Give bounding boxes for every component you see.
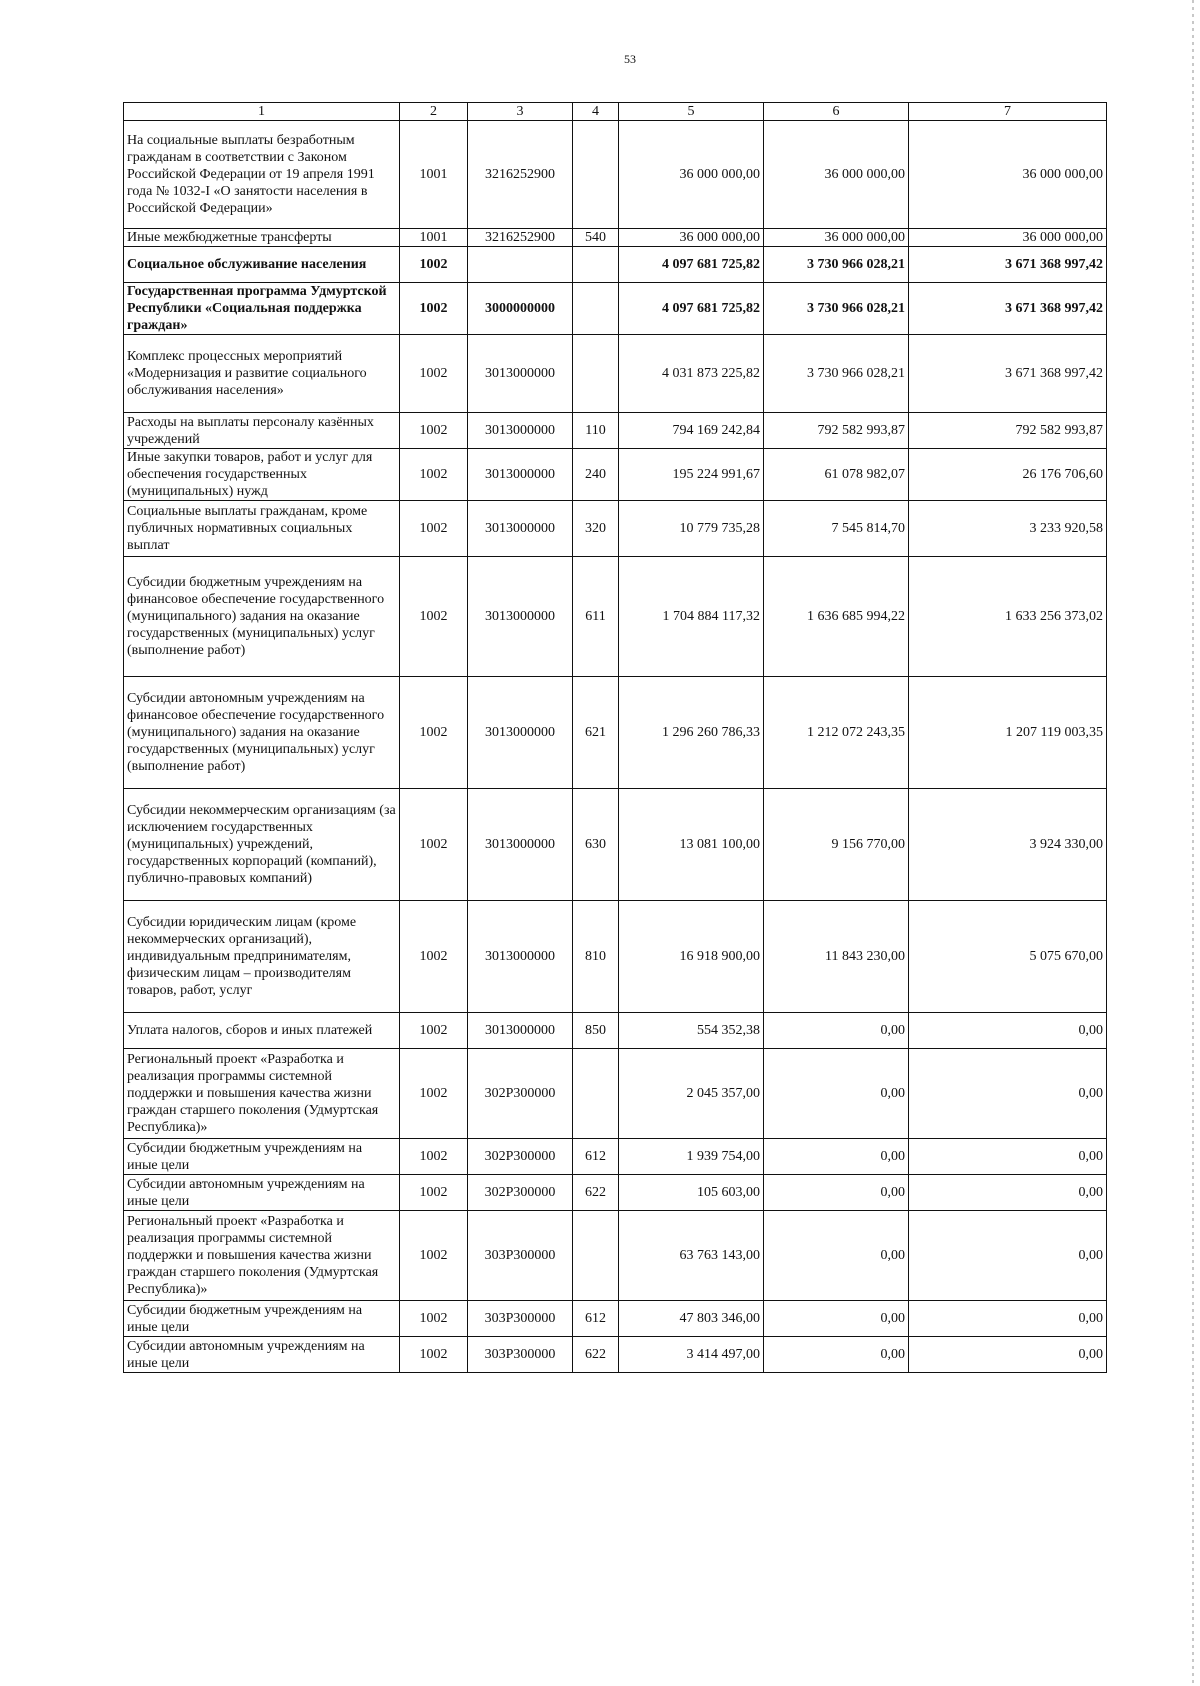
table-row [124, 1301, 1107, 1337]
section-code-cell: 1002 [400, 789, 468, 901]
section-code-cell: 1002 [400, 557, 468, 677]
table-row [124, 1211, 1107, 1301]
table-row [124, 247, 1107, 283]
target-article-cell: 3013000000 [468, 501, 573, 557]
table-row [124, 1337, 1107, 1373]
target-article-cell: 3216252900 [468, 229, 573, 247]
amount-col6-cell: 61 078 982,07 [764, 449, 909, 501]
amount-col5-cell: 1 939 754,00 [619, 1139, 764, 1175]
section-code-cell: 1002 [400, 1211, 468, 1301]
target-article-cell: 3013000000 [468, 901, 573, 1013]
amount-col7-cell: 1 633 256 373,02 [909, 557, 1107, 677]
expense-type-cell [573, 247, 619, 283]
row-name-cell: Субсидии бюджетным учреждениям на иные цели [124, 1301, 400, 1337]
section-code-cell: 1002 [400, 1337, 468, 1373]
row-name-cell: Субсидии юридическим лицам (кроме некоммерческих организаций), индивидуальным предпринимателям, физическим лицам – производителям товаров, работ, услуг [124, 901, 400, 1013]
expense-type-cell: 622 [573, 1337, 619, 1373]
amount-col6-cell: 36 000 000,00 [764, 229, 909, 247]
page-number: 53 [624, 52, 636, 66]
section-code-cell: 1002 [400, 1049, 468, 1139]
amount-col5-cell: 105 603,00 [619, 1175, 764, 1211]
amount-col5-cell: 10 779 735,28 [619, 501, 764, 557]
table-row [124, 1175, 1107, 1211]
amount-col6-cell: 0,00 [764, 1175, 909, 1211]
amount-col6-cell: 1 212 072 243,35 [764, 677, 909, 789]
amount-col6-cell: 0,00 [764, 1211, 909, 1301]
column-header: 1 [124, 103, 400, 121]
amount-col5-cell: 1 296 260 786,33 [619, 677, 764, 789]
amount-col5-cell: 4 031 873 225,82 [619, 335, 764, 413]
table-row [124, 677, 1107, 789]
scan-edge-artifact [1192, 0, 1194, 1686]
expense-type-cell [573, 1211, 619, 1301]
table-row [124, 501, 1107, 557]
amount-col7-cell: 3 671 368 997,42 [909, 335, 1107, 413]
table-row [124, 1013, 1107, 1049]
amount-col6-cell: 0,00 [764, 1013, 909, 1049]
row-name-cell: Субсидии автономным учреждениям на иные цели [124, 1175, 400, 1211]
amount-col5-cell: 3 414 497,00 [619, 1337, 764, 1373]
section-code-cell: 1002 [400, 1013, 468, 1049]
amount-col7-cell: 36 000 000,00 [909, 121, 1107, 229]
amount-col6-cell: 11 843 230,00 [764, 901, 909, 1013]
expense-type-cell: 110 [573, 413, 619, 449]
column-header: 5 [619, 103, 764, 121]
expense-type-cell: 240 [573, 449, 619, 501]
target-article-cell: 303Р300000 [468, 1211, 573, 1301]
expense-type-cell: 611 [573, 557, 619, 677]
target-article-cell: 3000000000 [468, 283, 573, 335]
amount-col5-cell: 195 224 991,67 [619, 449, 764, 501]
amount-col7-cell: 0,00 [909, 1139, 1107, 1175]
target-article-cell: 302Р300000 [468, 1175, 573, 1211]
table-row [124, 335, 1107, 413]
amount-col5-cell: 47 803 346,00 [619, 1301, 764, 1337]
table-row [124, 789, 1107, 901]
column-numbers-row [124, 103, 1107, 121]
expense-type-cell [573, 1049, 619, 1139]
row-name-cell: Иные межбюджетные трансферты [124, 229, 400, 247]
table-row [124, 121, 1107, 229]
amount-col5-cell: 16 918 900,00 [619, 901, 764, 1013]
table-row [124, 229, 1107, 247]
amount-col7-cell: 3 924 330,00 [909, 789, 1107, 901]
amount-col7-cell: 0,00 [909, 1211, 1107, 1301]
column-header: 2 [400, 103, 468, 121]
amount-col6-cell: 0,00 [764, 1139, 909, 1175]
column-header: 7 [909, 103, 1107, 121]
amount-col7-cell: 3 233 920,58 [909, 501, 1107, 557]
expense-type-cell: 612 [573, 1301, 619, 1337]
table-row [124, 413, 1107, 449]
target-article-cell: 3216252900 [468, 121, 573, 229]
amount-col5-cell: 1 704 884 117,32 [619, 557, 764, 677]
column-header: 4 [573, 103, 619, 121]
expense-type-cell [573, 121, 619, 229]
section-code-cell: 1002 [400, 1175, 468, 1211]
table-row [124, 1139, 1107, 1175]
section-code-cell: 1002 [400, 413, 468, 449]
expense-type-cell: 850 [573, 1013, 619, 1049]
amount-col6-cell: 0,00 [764, 1337, 909, 1373]
target-article-cell: 3013000000 [468, 789, 573, 901]
section-code-cell: 1002 [400, 1139, 468, 1175]
section-code-cell: 1002 [400, 501, 468, 557]
section-code-cell: 1002 [400, 283, 468, 335]
amount-col6-cell: 3 730 966 028,21 [764, 335, 909, 413]
target-article-cell: 3013000000 [468, 413, 573, 449]
target-article-cell [468, 247, 573, 283]
row-name-cell: Иные закупки товаров, работ и услуг для обеспечения государственных (муниципальных) нужд [124, 449, 400, 501]
section-code-cell: 1002 [400, 677, 468, 789]
amount-col7-cell: 792 582 993,87 [909, 413, 1107, 449]
amount-col5-cell: 2 045 357,00 [619, 1049, 764, 1139]
row-name-cell: Субсидии бюджетным учреждениям на иные цели [124, 1139, 400, 1175]
amount-col6-cell: 36 000 000,00 [764, 121, 909, 229]
amount-col6-cell: 0,00 [764, 1301, 909, 1337]
target-article-cell: 302Р300000 [468, 1139, 573, 1175]
amount-col6-cell: 9 156 770,00 [764, 789, 909, 901]
amount-col5-cell: 36 000 000,00 [619, 121, 764, 229]
target-article-cell: 302Р300000 [468, 1049, 573, 1139]
row-name-cell: Расходы на выплаты персоналу казённых учреждений [124, 413, 400, 449]
expense-type-cell [573, 283, 619, 335]
amount-col5-cell: 554 352,38 [619, 1013, 764, 1049]
amount-col5-cell: 4 097 681 725,82 [619, 247, 764, 283]
amount-col7-cell: 5 075 670,00 [909, 901, 1107, 1013]
table-row [124, 449, 1107, 501]
target-article-cell: 3013000000 [468, 335, 573, 413]
row-name-cell: Субсидии некоммерческим организациям (за исключением государственных (муниципальных) учреждений, государственных корпораций (компаний), публично-правовых компаний) [124, 789, 400, 901]
target-article-cell: 3013000000 [468, 1013, 573, 1049]
amount-col6-cell: 1 636 685 994,22 [764, 557, 909, 677]
table-row [124, 901, 1107, 1013]
amount-col7-cell: 0,00 [909, 1013, 1107, 1049]
row-name-cell: Субсидии автономным учреждениям на финансовое обеспечение государственного (муниципального) задания на оказание государственных (муниципальных) услуг (выполнение работ) [124, 677, 400, 789]
amount-col7-cell: 0,00 [909, 1175, 1107, 1211]
expense-type-cell: 810 [573, 901, 619, 1013]
section-code-cell: 1001 [400, 229, 468, 247]
amount-col5-cell: 4 097 681 725,82 [619, 283, 764, 335]
row-name-cell: Субсидии автономным учреждениям на иные цели [124, 1337, 400, 1373]
amount-col7-cell: 0,00 [909, 1301, 1107, 1337]
section-code-cell: 1002 [400, 1301, 468, 1337]
target-article-cell: 3013000000 [468, 557, 573, 677]
section-code-cell: 1002 [400, 247, 468, 283]
row-name-cell: Субсидии бюджетным учреждениям на финансовое обеспечение государственного (муниципального) задания на оказание государственных (муниципальных) услуг (выполнение работ) [124, 557, 400, 677]
target-article-cell: 303Р300000 [468, 1301, 573, 1337]
target-article-cell: 3013000000 [468, 677, 573, 789]
amount-col5-cell: 794 169 242,84 [619, 413, 764, 449]
expense-type-cell: 630 [573, 789, 619, 901]
target-article-cell: 3013000000 [468, 449, 573, 501]
amount-col7-cell: 26 176 706,60 [909, 449, 1107, 501]
amount-col5-cell: 36 000 000,00 [619, 229, 764, 247]
row-name-cell: Комплекс процессных мероприятий «Модернизация и развитие социального обслуживания населения» [124, 335, 400, 413]
amount-col7-cell: 3 671 368 997,42 [909, 283, 1107, 335]
amount-col7-cell: 0,00 [909, 1049, 1107, 1139]
amount-col5-cell: 13 081 100,00 [619, 789, 764, 901]
expense-type-cell: 622 [573, 1175, 619, 1211]
amount-col7-cell: 36 000 000,00 [909, 229, 1107, 247]
amount-col7-cell: 3 671 368 997,42 [909, 247, 1107, 283]
expense-type-cell: 320 [573, 501, 619, 557]
target-article-cell: 303Р300000 [468, 1337, 573, 1373]
expense-type-cell [573, 335, 619, 413]
section-code-cell: 1002 [400, 449, 468, 501]
table-row [124, 283, 1107, 335]
amount-col6-cell: 7 545 814,70 [764, 501, 909, 557]
expense-type-cell: 621 [573, 677, 619, 789]
amount-col6-cell: 792 582 993,87 [764, 413, 909, 449]
row-name-cell: Социальные выплаты гражданам, кроме публичных нормативных социальных выплат [124, 501, 400, 557]
amount-col7-cell: 1 207 119 003,35 [909, 677, 1107, 789]
expense-type-cell: 540 [573, 229, 619, 247]
column-header: 6 [764, 103, 909, 121]
row-name-cell: На социальные выплаты безработным гражданам в соответствии с Законом Российской Федерации от 19 апреля 1991 года № 1032-I «О занятости населения в Российской Федерации» [124, 121, 400, 229]
section-code-cell: 1001 [400, 121, 468, 229]
table-row [124, 1049, 1107, 1139]
section-code-cell: 1002 [400, 901, 468, 1013]
amount-col6-cell: 3 730 966 028,21 [764, 283, 909, 335]
budget-table [123, 102, 1107, 1373]
table-row [124, 557, 1107, 677]
amount-col5-cell: 63 763 143,00 [619, 1211, 764, 1301]
row-name-cell: Государственная программа Удмуртской Республики «Социальная поддержка граждан» [124, 283, 400, 335]
amount-col6-cell: 0,00 [764, 1049, 909, 1139]
amount-col7-cell: 0,00 [909, 1337, 1107, 1373]
row-name-cell: Социальное обслуживание населения [124, 247, 400, 283]
row-name-cell: Региональный проект «Разработка и реализация программы системной поддержки и повышения качества жизни граждан старшего поколения (Удмуртская Республика)» [124, 1211, 400, 1301]
amount-col6-cell: 3 730 966 028,21 [764, 247, 909, 283]
row-name-cell: Уплата налогов, сборов и иных платежей [124, 1013, 400, 1049]
expense-type-cell: 612 [573, 1139, 619, 1175]
column-header: 3 [468, 103, 573, 121]
section-code-cell: 1002 [400, 335, 468, 413]
row-name-cell: Региональный проект «Разработка и реализация программы системной поддержки и повышения качества жизни граждан старшего поколения (Удмуртская Республика)» [124, 1049, 400, 1139]
